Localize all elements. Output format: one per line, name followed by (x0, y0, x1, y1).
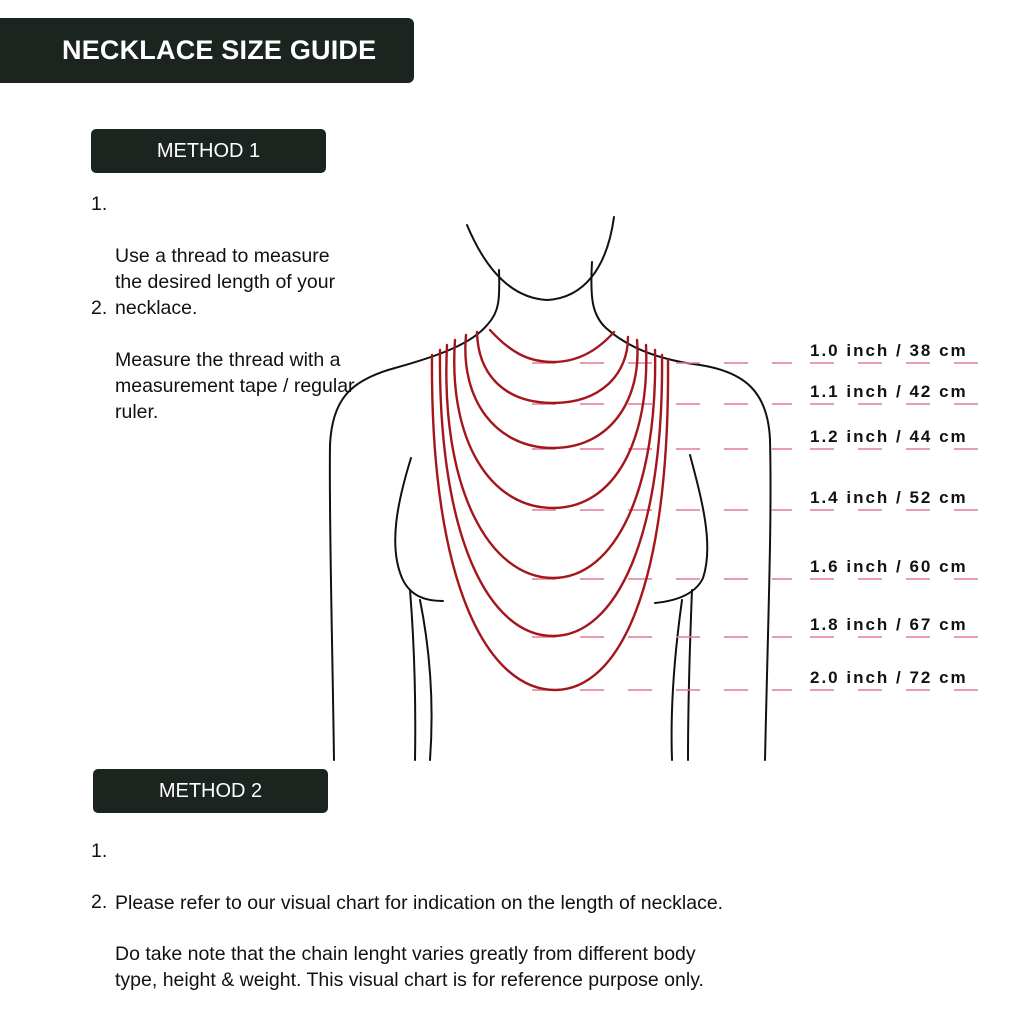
size-label-67: 1.8 inch / 67 cm (810, 615, 968, 634)
page-title: NECKLACE SIZE GUIDE (62, 35, 377, 65)
waist-left (420, 600, 432, 760)
necklace-38 (490, 330, 614, 362)
size-label-38: 1.0 inch / 38 cm (810, 341, 968, 360)
size-label-42: 1.1 inch / 42 cm (810, 382, 968, 401)
step-text: Use a thread to measure the desired length of your necklace. (115, 245, 336, 319)
size-label-72: 2.0 inch / 72 cm (810, 668, 968, 687)
arm-inner-left (410, 590, 415, 760)
size-label-44: 1.2 inch / 44 cm (810, 427, 968, 446)
necklace-72 (432, 355, 668, 690)
step-number: 2. (91, 891, 108, 913)
neck-right (591, 262, 770, 760)
size-label-52: 1.4 inch / 52 cm (810, 488, 968, 507)
step-text: Please refer to our visual chart for indication on the length of necklace. (115, 892, 724, 914)
step-number: 1. (91, 193, 108, 215)
arm-inner-right (688, 590, 692, 760)
size-label-60: 1.6 inch / 60 cm (810, 557, 968, 576)
necklace-44 (465, 335, 637, 448)
step-number: 1. (91, 840, 108, 862)
step-number: 2. (91, 297, 108, 319)
breast-left (395, 458, 443, 601)
waist-right (672, 600, 682, 760)
body-outline (330, 217, 771, 760)
step-text: Measure the thread with a measurement tape / regular ruler. (115, 349, 355, 423)
step-text: Do take note that the chain lenght varies greatly from different body type, height & weight. This visual chart is for reference purpose only. (115, 943, 704, 991)
method-1-badge: METHOD 1 (91, 129, 326, 173)
guide-lines (532, 363, 980, 690)
method-2-step-2 (91, 889, 875, 993)
necklace-42 (477, 332, 628, 403)
method-2-badge: METHOD 2 (93, 769, 328, 813)
